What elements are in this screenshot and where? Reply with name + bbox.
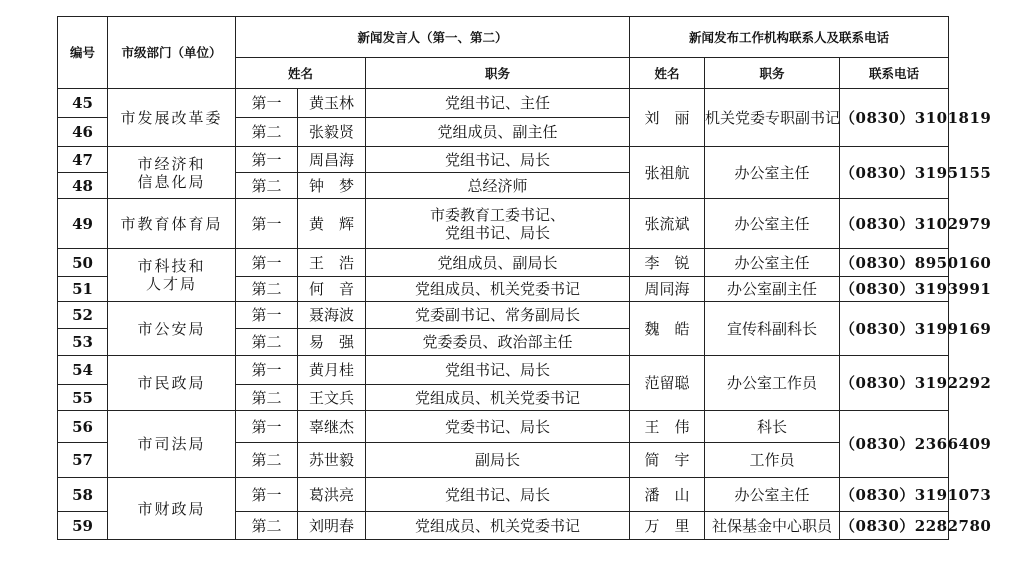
row-number: 52 [58,302,108,329]
contact-phone: （0830）3192292 [840,356,949,411]
contact-phone: （0830）2366409 [840,411,949,478]
spokesperson-position: 党组成员、机关党委书记 [366,512,630,540]
contact-phone: （0830）3195155 [840,147,949,199]
spokesperson-name: 葛洪亮 [298,478,366,512]
spokesperson-name: 苏世毅 [298,443,366,478]
header-sub-position: 职务 [366,58,630,89]
spokesperson-rank: 第二 [236,512,298,540]
table-row [58,199,949,249]
contact-phone: （0830）3102979 [840,199,949,249]
spokesperson-rank: 第二 [236,443,298,478]
table-row [58,478,949,512]
spokesperson-position: 党组成员、机关党委书记 [366,385,630,411]
row-number: 54 [58,356,108,385]
contact-name: 王 伟 [630,411,705,443]
table-row [58,411,949,443]
spokesperson-position: 党组书记、局长 [366,356,630,385]
contact-name: 简 宇 [630,443,705,478]
spokesperson-rank: 第二 [236,277,298,302]
row-number: 55 [58,385,108,411]
contact-name: 周同海 [630,277,705,302]
contact-position: 社保基金中心职员 [705,512,840,540]
spokesperson-position: 党组书记、主任 [366,89,630,118]
spokesperson-rank: 第二 [236,173,298,199]
spokesperson-name: 易 强 [298,329,366,356]
department-name: 市司法局 [108,411,236,478]
contact-name: 万 里 [630,512,705,540]
header-group-contact: 新闻发布工作机构联系人及联系电话 [630,17,949,58]
spokesperson-name: 王文兵 [298,385,366,411]
spokesperson-rank: 第一 [236,302,298,329]
table-row [58,302,949,329]
spokesperson-rank: 第一 [236,249,298,277]
spokesperson-name: 何 音 [298,277,366,302]
contact-position: 办公室主任 [705,249,840,277]
row-number: 46 [58,118,108,147]
table-row [58,147,949,173]
contact-name: 张祖航 [630,147,705,199]
row-number: 51 [58,277,108,302]
header-col-dept: 市级部门（单位） [108,17,236,89]
row-number: 58 [58,478,108,512]
department-name: 市公安局 [108,302,236,356]
header-sub-contact-position: 职务 [705,58,840,89]
spokesperson-table [57,16,992,540]
row-number: 45 [58,89,108,118]
row-number: 59 [58,512,108,540]
spokesperson-rank: 第一 [236,89,298,118]
spokesperson-rank: 第一 [236,147,298,173]
contact-name: 魏 皓 [630,302,705,356]
spokesperson-rank: 第二 [236,118,298,147]
table-row [58,249,949,277]
row-number: 57 [58,443,108,478]
contact-name: 刘 丽 [630,89,705,147]
department-name: 市经济和信息化局 [108,147,236,199]
row-number: 49 [58,199,108,249]
department-name: 市发展改革委 [108,89,236,147]
spokesperson-name: 黄 辉 [298,199,366,249]
header-group-spokesperson: 新闻发言人（第一、第二） [236,17,630,58]
spokesperson-name: 周昌海 [298,147,366,173]
contact-position: 办公室主任 [705,199,840,249]
contact-phone: （0830）3101819 [840,89,949,147]
contact-phone: （0830）3199169 [840,302,949,356]
row-number: 48 [58,173,108,199]
spokesperson-rank: 第二 [236,385,298,411]
spokesperson-rank: 第二 [236,329,298,356]
spokesperson-name: 黄玉林 [298,89,366,118]
department-name: 市财政局 [108,478,236,540]
contact-position: 办公室主任 [705,147,840,199]
contact-phone: （0830）2282780 [840,512,949,540]
contact-phone: （0830）3193991 [840,277,949,302]
spokesperson-name: 聂海波 [298,302,366,329]
row-number: 50 [58,249,108,277]
contact-position: 办公室副主任 [705,277,840,302]
spokesperson-rank: 第一 [236,356,298,385]
spokesperson-position: 市委教育工委书记、党组书记、局长 [366,199,630,249]
spokesperson-name: 张毅贤 [298,118,366,147]
contact-position: 宣传科副科长 [705,302,840,356]
department-name: 市教育体育局 [108,199,236,249]
spokesperson-name: 王 浩 [298,249,366,277]
spokesperson-position: 党组书记、局长 [366,147,630,173]
contact-position: 办公室主任 [705,478,840,512]
header-sub-contact-name: 姓名 [630,58,705,89]
contact-phone: （0830）8950160 [840,249,949,277]
header-sub-name: 姓名 [236,58,366,89]
spokesperson-rank: 第一 [236,478,298,512]
spokesperson-position: 党组成员、副局长 [366,249,630,277]
spokesperson-position: 党委委员、政治部主任 [366,329,630,356]
row-number: 53 [58,329,108,356]
contact-name: 张流斌 [630,199,705,249]
spokesperson-position: 党委副书记、常务副局长 [366,302,630,329]
contact-position: 办公室工作员 [705,356,840,411]
contact-position: 工作员 [705,443,840,478]
row-number: 47 [58,147,108,173]
table-row [58,89,949,118]
spokesperson-position: 党委书记、局长 [366,411,630,443]
header-sub-phone: 联系电话 [840,58,949,89]
department-name: 市科技和人才局 [108,249,236,302]
spokesperson-rank: 第一 [236,199,298,249]
contact-name: 潘 山 [630,478,705,512]
table-row [58,356,949,385]
row-number: 56 [58,411,108,443]
header-col-no: 编号 [58,17,108,89]
contact-position: 科长 [705,411,840,443]
contact-name: 李 锐 [630,249,705,277]
contact-phone: （0830）3191073 [840,478,949,512]
spokesperson-position: 总经济师 [366,173,630,199]
spokesperson-name: 辜继杰 [298,411,366,443]
spokesperson-position: 党组成员、机关党委书记 [366,277,630,302]
spokesperson-rank: 第一 [236,411,298,443]
department-name: 市民政局 [108,356,236,411]
contact-position: 机关党委专职副书记 [705,89,840,147]
contact-name: 范留聪 [630,356,705,411]
spokesperson-position: 副局长 [366,443,630,478]
spokesperson-position: 党组书记、局长 [366,478,630,512]
spokesperson-position: 党组成员、副主任 [366,118,630,147]
spokesperson-name: 黄月桂 [298,356,366,385]
spokesperson-name: 钟 梦 [298,173,366,199]
spokesperson-name: 刘明春 [298,512,366,540]
